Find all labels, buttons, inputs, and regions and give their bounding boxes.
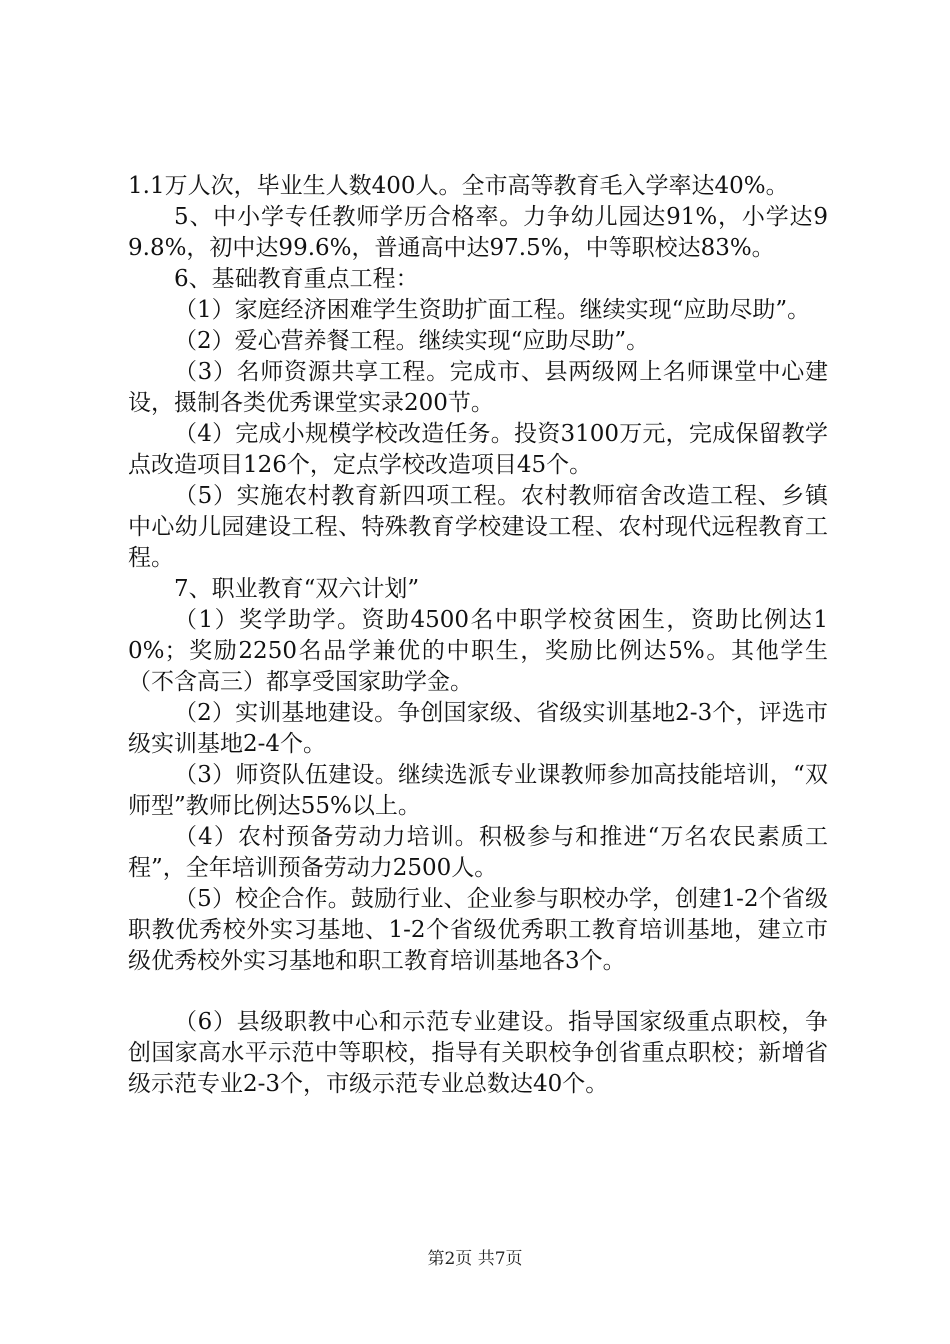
list-item-basic-1: （1）家庭经济困难学生资助扩面工程。继续实现“应助尽助”。 (174, 297, 811, 323)
heading-vocational-plan: 7、职业教育“双六计划” (174, 576, 420, 602)
list-item-vocational-1: （1）奖学助学。资助4500名中职学校贫困生，资助比例达10%；奖励2250名品学兼优的中职生，奖励比例达5%。其他学生（不含高三）都享受国家助学金。 (128, 607, 828, 695)
list-item-vocational-3: （3）师资队伍建设。继续选派专业课教师参加高技能培训，“双师型”教师比例达55%以上。 (128, 762, 828, 819)
page-number-footer: 第2页 共7页 (427, 1249, 523, 1269)
paragraph-continuation: 1.1万人次，毕业生人数400人。全市高等教育毛入学率达40%。 (128, 173, 789, 199)
list-item-vocational-2: （2）实训基地建设。争创国家级、省级实训基地2-3个，评选市级实训基地2-4个。 (128, 700, 828, 757)
list-item-basic-2: （2）爱心营养餐工程。继续实现“应助尽助”。 (174, 328, 650, 354)
list-item-basic-3: （3）名师资源共享工程。完成市、县两级网上名师课堂中心建设，摄制各类优秀课堂实录200节。 (128, 359, 828, 416)
list-item-vocational-5: （5）校企合作。鼓励行业、企业参与职校办学，创建1-2个省级职教优秀校外实习基地、1-2个省级优秀职工教育培训基地，建立市级优秀校外实习基地和职工教育培训基地各3个。 (128, 886, 828, 974)
list-item-basic-5: （5）实施农村教育新四项工程。农村教师宿舍改造工程、乡镇中心幼儿园建设工程、特殊教育学校建设工程、农村现代远程教育工程。 (128, 483, 828, 571)
list-item-basic-4: （4）完成小规模学校改造任务。投资3100万元，完成保留教学点改造项目126个，定点学校改造项目45个。 (128, 421, 828, 478)
paragraph-teacher-qualification: 5、中小学专任教师学历合格率。力争幼儿园达91%，小学达99.8%，初中达99.6%，普通高中达97.5%，中等职校达83%。 (128, 204, 828, 261)
list-item-vocational-4: （4）农村预备劳动力培训。积极参与和推进“万名农民素质工程”，全年培训预备劳动力2500人。 (128, 824, 828, 881)
document-body (128, 171, 828, 1100)
list-item-vocational-6: （6）县级职教中心和示范专业建设。指导国家级重点职校，争创国家高水平示范中等职校，指导有关职校争创省重点职校；新增省级示范专业2-3个，市级示范专业总数达40个。 (128, 1009, 828, 1097)
heading-basic-education-projects: 6、基础教育重点工程： (174, 266, 419, 292)
